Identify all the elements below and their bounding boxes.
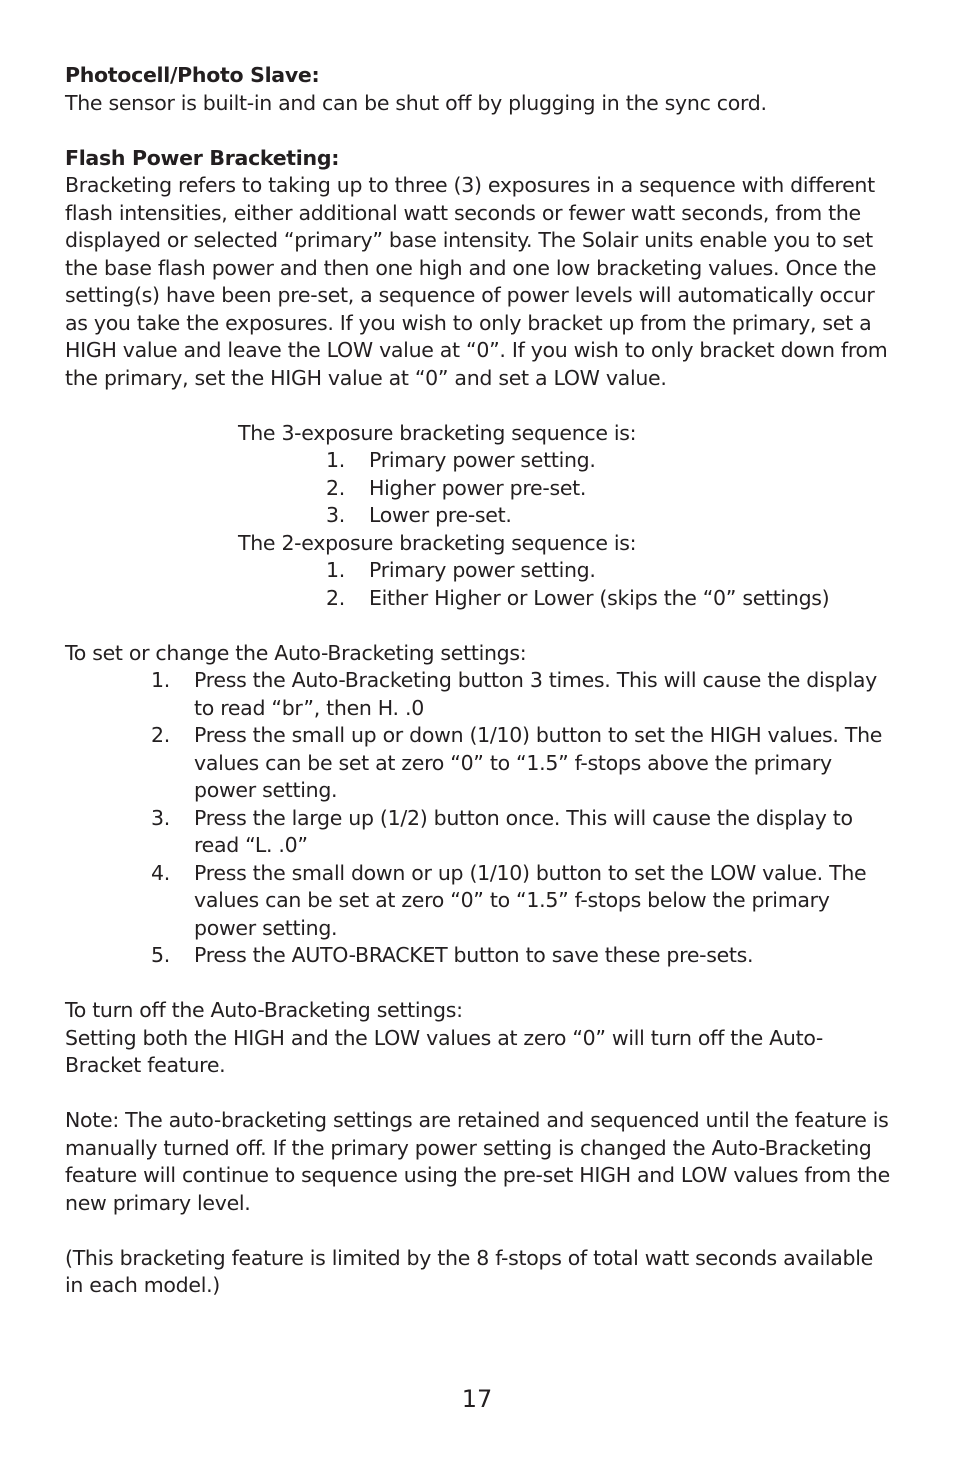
list-item xyxy=(151,942,893,970)
sequence-2-list xyxy=(326,557,893,612)
set-change-intro: To set or change the Auto-Bracketing settings: xyxy=(65,640,527,665)
turn-off-text: Setting both the HIGH and the LOW values at zero “0” will turn off the Auto-Bracket feature. xyxy=(65,1025,824,1077)
document-page xyxy=(65,62,893,1300)
sequence-3-title: The 3-exposure bracketing sequence is: xyxy=(238,420,637,445)
list-number: 2. xyxy=(326,585,345,610)
step-number: 3. xyxy=(151,805,170,830)
list-item xyxy=(326,475,893,503)
spacer xyxy=(65,970,893,998)
page-number: 17 xyxy=(461,1385,493,1413)
list-text: Either Higher or Lower (skips the “0” settings) xyxy=(369,585,830,610)
photocell-heading: Photocell/Photo Slave: xyxy=(65,63,320,87)
sequence-3-block xyxy=(238,420,893,613)
spacer xyxy=(65,117,893,145)
spacer xyxy=(65,1080,893,1108)
step-text: Press the AUTO-BRACKET button to save these pre-sets. xyxy=(194,943,754,967)
list-item xyxy=(326,585,893,613)
step-number: 5. xyxy=(151,943,170,967)
step-number: 2. xyxy=(151,723,170,747)
step-text: Press the small up or down (1/10) button to set the HIGH values. The values can be set at zero “0” to “1.5” f-stops above the primary power setting. xyxy=(194,723,883,802)
set-change-steps xyxy=(151,667,893,970)
list-text: Primary power setting. xyxy=(369,558,596,582)
list-item xyxy=(151,722,893,805)
list-item xyxy=(326,557,893,585)
bracketing-text: Bracketing refers to taking up to three (3) exposures in a sequence with different flash intensities, either additional watt seconds or fewer watt seconds, from the displayed or selected “primary” base intensity. The Solair units enable you to set the base flash power and then one high and one low bracketing values. Once the setting(s) have been pre-set, a sequence of power levels will automatically occur as you take the exposures. If you wish to only bracket up from the primary, set a HIGH value and leave the LOW value at “0”. If you wish to only bracket down from the primary, set the HIGH value at “0” and set a LOW value. xyxy=(65,173,888,390)
sequence-3-list xyxy=(326,447,893,530)
note-text: Note: The auto-bracketing settings are retained and sequenced until the feature is manually turned off. If the primary power setting is changed the Auto-Bracketing feature will continue to sequence using the pre-set HIGH and LOW values from the new primary level. xyxy=(65,1108,890,1215)
limit-note-text: (This bracketing feature is limited by the 8 f-stops of total watt seconds available in each model.) xyxy=(65,1245,873,1297)
bracketing-heading: Flash Power Bracketing: xyxy=(65,145,340,170)
list-item xyxy=(151,805,893,860)
list-text: Lower pre-set. xyxy=(369,503,512,527)
sequence-2-title: The 2-exposure bracketing sequence is: xyxy=(238,530,637,555)
spacer xyxy=(65,392,893,420)
spacer xyxy=(65,1217,893,1245)
list-text: Higher power pre-set. xyxy=(369,475,587,500)
list-item xyxy=(326,502,893,530)
list-number: 3. xyxy=(326,503,345,527)
photocell-text: The sensor is built-in and can be shut off by plugging in the sync cord. xyxy=(65,90,767,115)
list-item xyxy=(151,860,893,943)
step-number: 1. xyxy=(151,668,170,692)
list-number: 1. xyxy=(326,558,345,582)
list-number: 2. xyxy=(326,475,345,500)
list-text: Primary power setting. xyxy=(369,448,596,472)
step-text: Press the large up (1/2) button once. This will cause the display to read “L. .0” xyxy=(194,805,853,857)
step-number: 4. xyxy=(151,860,170,885)
spacer xyxy=(65,612,893,640)
step-text: Press the small down or up (1/10) button to set the LOW value. The values can be set at zero “0” to “1.5” f-stops below the primary power setting. xyxy=(194,860,867,940)
list-item xyxy=(151,667,893,722)
list-number: 1. xyxy=(326,448,345,472)
step-text: Press the Auto-Bracketing button 3 times. This will cause the display to read “br”, then H. .0 xyxy=(194,668,877,720)
list-item xyxy=(326,447,893,475)
turn-off-intro: To turn off the Auto-Bracketing settings: xyxy=(65,998,463,1022)
